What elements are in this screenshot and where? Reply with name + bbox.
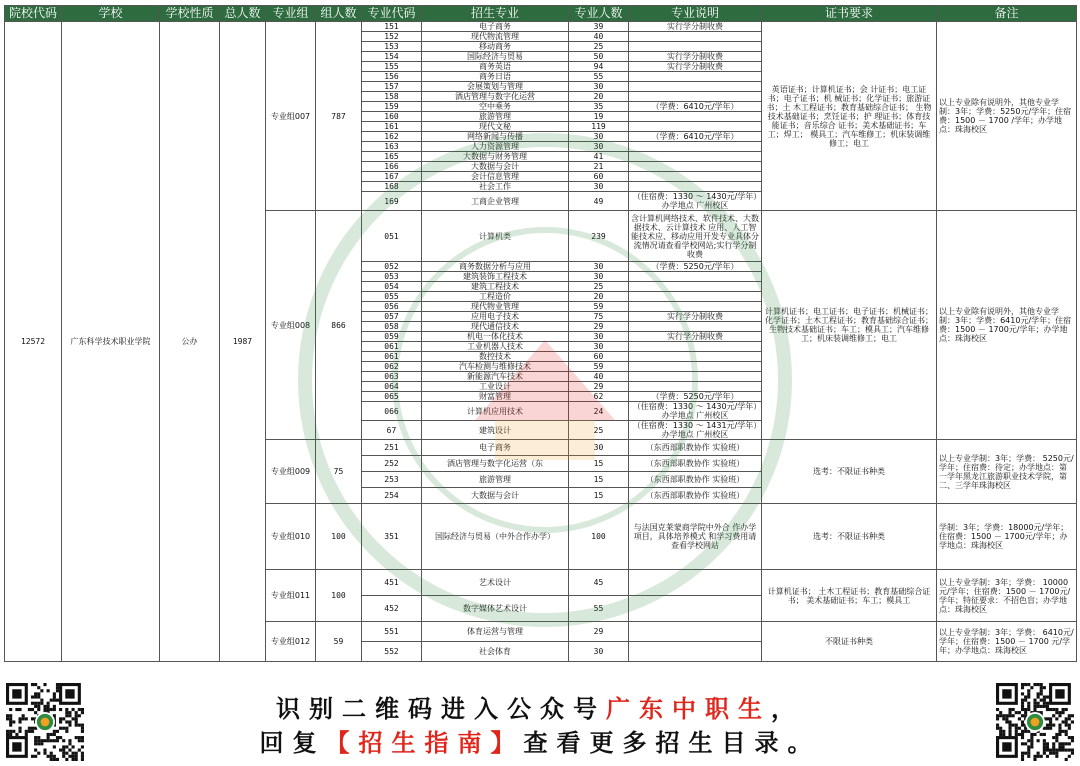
school-code-cell: 12572 bbox=[5, 22, 62, 662]
table-header-row bbox=[5, 6, 1077, 22]
major-count-cell: 119 bbox=[569, 122, 629, 132]
major-desc-cell bbox=[629, 122, 762, 132]
major-code-cell: 061 bbox=[362, 352, 422, 362]
table-row bbox=[5, 22, 1077, 32]
major-desc-cell bbox=[629, 642, 762, 662]
major-count-cell: 39 bbox=[569, 22, 629, 32]
major-count-cell: 40 bbox=[569, 32, 629, 42]
major-count-cell: 30 bbox=[569, 142, 629, 152]
major-name-cell: 空中乘务 bbox=[422, 102, 569, 112]
major-name-cell: 商务英语 bbox=[422, 62, 569, 72]
group-name-cell: 专业组007 bbox=[266, 22, 316, 211]
header-cell: 专业组 bbox=[266, 6, 316, 22]
cert-requirement-cell: 英语证书；计算机证书；会 计证书；电工证书；电子证书；机 械证书；化学证书；旅游证书；土 木工程证书；教育基础综合证书； 生物技术基础证书；烹饪证书；护 理证书；体育技能证书；音乐综合 证书；美术基础证书；车工；焊工； 模具工；汽车维修工；机床装调维修工；电工 bbox=[762, 22, 937, 211]
major-count-cell: 19 bbox=[569, 112, 629, 122]
major-code-cell: 552 bbox=[362, 642, 422, 662]
group-count-cell: 100 bbox=[316, 570, 362, 622]
major-count-cell: 15 bbox=[569, 456, 629, 472]
major-count-cell: 60 bbox=[569, 352, 629, 362]
major-count-cell: 30 bbox=[569, 262, 629, 272]
major-count-cell: 29 bbox=[569, 382, 629, 392]
major-desc-cell: （东西部职教协作 实验班） bbox=[629, 472, 762, 488]
major-count-cell: 35 bbox=[569, 102, 629, 112]
major-code-cell: 151 bbox=[362, 22, 422, 32]
major-count-cell: 55 bbox=[569, 596, 629, 622]
major-desc-cell bbox=[629, 172, 762, 182]
major-name-cell: 商务数据分析与应用 bbox=[422, 262, 569, 272]
major-count-cell: 25 bbox=[569, 42, 629, 52]
major-desc-cell bbox=[629, 152, 762, 162]
admission-table-container bbox=[4, 5, 1076, 662]
major-desc-cell: （学费：6410元/学年） bbox=[629, 132, 762, 142]
group-count-cell: 59 bbox=[316, 622, 362, 662]
major-code-cell: 066 bbox=[362, 402, 422, 421]
major-count-cell: 41 bbox=[569, 152, 629, 162]
school-name-cell: 广东科学技术职业学院 bbox=[62, 22, 160, 662]
major-count-cell: 21 bbox=[569, 162, 629, 172]
major-name-cell: 酒店管理与数字化运营（东 bbox=[422, 456, 569, 472]
group-name-cell: 专业组012 bbox=[266, 622, 316, 662]
major-code-cell: 162 bbox=[362, 132, 422, 142]
major-code-cell: 254 bbox=[362, 488, 422, 504]
major-desc-cell bbox=[629, 352, 762, 362]
major-code-cell: 351 bbox=[362, 504, 422, 570]
header-cell: 专业说明 bbox=[629, 6, 762, 22]
major-count-cell: 29 bbox=[569, 322, 629, 332]
header-cell: 备注 bbox=[937, 6, 1077, 22]
major-code-cell: 058 bbox=[362, 322, 422, 332]
major-code-cell: 152 bbox=[362, 32, 422, 42]
major-desc-cell: （学费：5250元/学年） bbox=[629, 392, 762, 402]
major-name-cell: 旅游管理 bbox=[422, 112, 569, 122]
major-count-cell: 59 bbox=[569, 362, 629, 372]
footer-line-2-end: 查看更多招生目录。 bbox=[523, 728, 821, 757]
school-total-cell: 1987 bbox=[220, 22, 266, 662]
major-code-cell: 057 bbox=[362, 312, 422, 322]
major-desc-cell bbox=[629, 282, 762, 292]
major-code-cell: 452 bbox=[362, 596, 422, 622]
major-name-cell: 移动商务 bbox=[422, 42, 569, 52]
major-count-cell: 30 bbox=[569, 342, 629, 352]
major-name-cell: 数控技术 bbox=[422, 352, 569, 362]
major-code-cell: 158 bbox=[362, 92, 422, 102]
footer-line-2 bbox=[0, 723, 1080, 758]
major-desc-cell bbox=[629, 92, 762, 102]
major-count-cell: 20 bbox=[569, 92, 629, 102]
header-cell: 专业人数 bbox=[569, 6, 629, 22]
major-name-cell: 计算机类 bbox=[422, 211, 569, 262]
major-desc-cell bbox=[629, 112, 762, 122]
major-code-cell: 052 bbox=[362, 262, 422, 272]
major-desc-cell: （东西部职教协作 实验班） bbox=[629, 488, 762, 504]
header-cell: 学校性质 bbox=[160, 6, 220, 22]
major-name-cell: 电子商务 bbox=[422, 22, 569, 32]
header-cell: 组人数 bbox=[316, 6, 362, 22]
major-name-cell: 国际经济与贸易（中外合作办学） bbox=[422, 504, 569, 570]
major-code-cell: 051 bbox=[362, 211, 422, 262]
major-name-cell: 会计信息管理 bbox=[422, 172, 569, 182]
major-count-cell: 55 bbox=[569, 72, 629, 82]
major-code-cell: 161 bbox=[362, 122, 422, 132]
major-name-cell: 艺术设计 bbox=[422, 570, 569, 596]
major-code-cell: 061 bbox=[362, 342, 422, 352]
major-code-cell: 064 bbox=[362, 382, 422, 392]
major-count-cell: 30 bbox=[569, 440, 629, 456]
major-desc-cell: （住宿费：1330 ～ 1430元/学年）办学地点 广州校区 bbox=[629, 192, 762, 211]
major-count-cell: 75 bbox=[569, 312, 629, 322]
major-name-cell: 现代物流管理 bbox=[422, 32, 569, 42]
major-count-cell: 45 bbox=[569, 570, 629, 596]
major-count-cell: 40 bbox=[569, 372, 629, 382]
remark-cell: 以上专业学制：3年；学费： 5250元/学年；住宿费：待定；办学地点：第一学年黑龙江旅游职业技术学院，第二、三学年珠海校区 bbox=[937, 440, 1077, 504]
reply-keyword: 【招生指南】 bbox=[325, 728, 524, 757]
major-name-cell: 国际经济与贸易 bbox=[422, 52, 569, 62]
major-name-cell: 工业设计 bbox=[422, 382, 569, 392]
major-count-cell: 239 bbox=[569, 211, 629, 262]
major-count-cell: 25 bbox=[569, 282, 629, 292]
group-name-cell: 专业组011 bbox=[266, 570, 316, 622]
cert-requirement-cell: 选考：不限证书种类 bbox=[762, 440, 937, 504]
major-desc-cell bbox=[629, 302, 762, 312]
major-desc-cell: （东西部职教协作 实验班） bbox=[629, 440, 762, 456]
major-name-cell: 社会工作 bbox=[422, 182, 569, 192]
major-desc-cell: （学费：5250元/学年） bbox=[629, 262, 762, 272]
major-name-cell: 现代物业管理 bbox=[422, 302, 569, 312]
major-count-cell: 15 bbox=[569, 472, 629, 488]
major-code-cell: 154 bbox=[362, 52, 422, 62]
major-desc-cell bbox=[629, 622, 762, 642]
major-name-cell: 工业机器人技术 bbox=[422, 342, 569, 352]
cert-requirement-cell: 计算机证书； 土木工程证书；教育基础综合证书； 美术基础证书；车工；模具工 bbox=[762, 570, 937, 622]
major-desc-cell: （住宿费：1330 ～ 1431元/学年）办学地点 广州校区 bbox=[629, 421, 762, 440]
major-desc-cell: （东西部职教协作 实验班） bbox=[629, 456, 762, 472]
major-code-cell: 165 bbox=[362, 152, 422, 162]
cert-requirement-cell: 选考：不限证书种类 bbox=[762, 504, 937, 570]
footer-line-1-comma: ， bbox=[771, 694, 804, 723]
wechat-account-name: 广东中职生 bbox=[606, 694, 771, 723]
footer-line-1 bbox=[0, 689, 1080, 724]
major-count-cell: 49 bbox=[569, 192, 629, 211]
major-code-cell: 166 bbox=[362, 162, 422, 172]
header-cell: 总人数 bbox=[220, 6, 266, 22]
major-name-cell: 工商企业管理 bbox=[422, 192, 569, 211]
major-code-cell: 054 bbox=[362, 282, 422, 292]
major-desc-cell bbox=[629, 372, 762, 382]
major-count-cell: 62 bbox=[569, 392, 629, 402]
major-code-cell: 157 bbox=[362, 82, 422, 92]
major-name-cell: 电子商务 bbox=[422, 440, 569, 456]
major-name-cell: 网络新闻与传播 bbox=[422, 132, 569, 142]
major-count-cell: 30 bbox=[569, 642, 629, 662]
major-name-cell: 计算机应用技术 bbox=[422, 402, 569, 421]
group-count-cell: 75 bbox=[316, 440, 362, 504]
major-code-cell: 156 bbox=[362, 72, 422, 82]
major-name-cell: 旅游管理 bbox=[422, 472, 569, 488]
major-desc-cell bbox=[629, 570, 762, 596]
major-desc-cell bbox=[629, 82, 762, 92]
major-desc-cell: 实行学分制收费 bbox=[629, 312, 762, 322]
major-code-cell: 159 bbox=[362, 102, 422, 112]
group-count-cell: 866 bbox=[316, 211, 362, 440]
major-code-cell: 153 bbox=[362, 42, 422, 52]
major-name-cell: 人力资源管理 bbox=[422, 142, 569, 152]
group-name-cell: 专业组009 bbox=[266, 440, 316, 504]
group-count-cell: 100 bbox=[316, 504, 362, 570]
major-code-cell: 163 bbox=[362, 142, 422, 152]
major-code-cell: 551 bbox=[362, 622, 422, 642]
major-code-cell: 065 bbox=[362, 392, 422, 402]
major-code-cell: 251 bbox=[362, 440, 422, 456]
major-name-cell: 机电一体化技术 bbox=[422, 332, 569, 342]
major-desc-cell bbox=[629, 182, 762, 192]
major-desc-cell: 与法国克莱蒙商学院中外合 作办学项目，具体培养模式 和学习费用请查看学校网站 bbox=[629, 504, 762, 570]
footer-line-1-text: 识别二维码进入公众号 bbox=[276, 694, 606, 723]
major-name-cell: 现代通信技术 bbox=[422, 322, 569, 332]
major-name-cell: 建筑装饰工程技术 bbox=[422, 272, 569, 282]
major-code-cell: 253 bbox=[362, 472, 422, 488]
major-desc-cell: 含计算机网络技术、软件技术、大数据技术、云计算技术 应用、人工智能技术应、移动应用开发专业具体分流情况请查看学校网站;实行学分制收费 bbox=[629, 211, 762, 262]
major-count-cell: 29 bbox=[569, 622, 629, 642]
group-name-cell: 专业组008 bbox=[266, 211, 316, 440]
header-cell: 院校代码 bbox=[5, 6, 62, 22]
major-count-cell: 30 bbox=[569, 82, 629, 92]
major-code-cell: 053 bbox=[362, 272, 422, 282]
major-name-cell: 社会体育 bbox=[422, 642, 569, 662]
major-count-cell: 20 bbox=[569, 292, 629, 302]
major-desc-cell: （住宿费：1330 ～ 1430元/学年）办学地点 广州校区 bbox=[629, 402, 762, 421]
major-code-cell: 160 bbox=[362, 112, 422, 122]
major-count-cell: 25 bbox=[569, 421, 629, 440]
group-count-cell: 787 bbox=[316, 22, 362, 211]
major-desc-cell bbox=[629, 382, 762, 392]
major-name-cell: 体育运营与管理 bbox=[422, 622, 569, 642]
major-count-cell: 30 bbox=[569, 182, 629, 192]
major-desc-cell: 实行学分制收费 bbox=[629, 52, 762, 62]
major-desc-cell bbox=[629, 32, 762, 42]
remark-cell: 以上专业学制：3年；学费： 6410元/学年；住宿费：1500 － 1700 元/学年；办学地点：珠海校区 bbox=[937, 622, 1077, 662]
major-code-cell: 67 bbox=[362, 421, 422, 440]
major-name-cell: 酒店管理与数字化运营 bbox=[422, 92, 569, 102]
major-count-cell: 30 bbox=[569, 132, 629, 142]
major-name-cell: 建筑工程技术 bbox=[422, 282, 569, 292]
major-desc-cell: （学费：6410元/学年） bbox=[629, 102, 762, 112]
major-name-cell: 大数据与会计 bbox=[422, 488, 569, 504]
footer-line-2-text: 回复 bbox=[259, 728, 326, 757]
major-name-cell: 建筑设计 bbox=[422, 421, 569, 440]
major-name-cell: 应用电子技术 bbox=[422, 312, 569, 322]
major-desc-cell bbox=[629, 292, 762, 302]
major-desc-cell: 实行学分制收费 bbox=[629, 22, 762, 32]
major-desc-cell bbox=[629, 362, 762, 372]
major-code-cell: 169 bbox=[362, 192, 422, 211]
header-cell: 证书要求 bbox=[762, 6, 937, 22]
cert-requirement-cell: 不限证书种类 bbox=[762, 622, 937, 662]
major-desc-cell bbox=[629, 342, 762, 352]
major-name-cell: 会展策划与管理 bbox=[422, 82, 569, 92]
major-name-cell: 汽车检测与维修技术 bbox=[422, 362, 569, 372]
major-name-cell: 大数据与财务管理 bbox=[422, 152, 569, 162]
major-code-cell: 168 bbox=[362, 182, 422, 192]
major-desc-cell bbox=[629, 322, 762, 332]
major-code-cell: 252 bbox=[362, 456, 422, 472]
major-count-cell: 100 bbox=[569, 504, 629, 570]
major-name-cell: 大数据与会计 bbox=[422, 162, 569, 172]
major-count-cell: 60 bbox=[569, 172, 629, 182]
major-code-cell: 062 bbox=[362, 362, 422, 372]
group-name-cell: 专业组010 bbox=[266, 504, 316, 570]
major-code-cell: 155 bbox=[362, 62, 422, 72]
cert-requirement-cell: 计算机证书；电工证书；电子证书；机械证书；化学证书；土木工程证书；教育基础综合证书；生物技术基础证书；车工；模具工；汽车维修工；机床装调维修工；电工 bbox=[762, 211, 937, 440]
header-cell: 招生专业 bbox=[422, 6, 569, 22]
major-desc-cell bbox=[629, 162, 762, 172]
major-code-cell: 167 bbox=[362, 172, 422, 182]
major-code-cell: 056 bbox=[362, 302, 422, 312]
header-cell: 专业代码 bbox=[362, 6, 422, 22]
admission-table bbox=[4, 5, 1077, 662]
major-name-cell: 新能源汽车技术 bbox=[422, 372, 569, 382]
major-desc-cell bbox=[629, 272, 762, 282]
footer-banner bbox=[0, 675, 1080, 766]
major-code-cell: 063 bbox=[362, 372, 422, 382]
remark-cell: 以上专业学制：3年；学费： 10000元/学年；住宿费：1500 － 1700元/学年；特征要求：不招色盲；办学地点：珠海校区 bbox=[937, 570, 1077, 622]
header-cell: 学校 bbox=[62, 6, 160, 22]
major-count-cell: 94 bbox=[569, 62, 629, 72]
major-desc-cell bbox=[629, 42, 762, 52]
school-type-cell: 公办 bbox=[160, 22, 220, 662]
major-name-cell: 财富管理 bbox=[422, 392, 569, 402]
remark-cell: 以上专业除有说明外，其他专业学制：3年；学费：6410元/学年；住宿费：1500 － 1700元/学年；办学地点：珠海校区 bbox=[937, 211, 1077, 440]
major-desc-cell: 实行学分制收费 bbox=[629, 62, 762, 72]
major-name-cell: 商务日语 bbox=[422, 72, 569, 82]
major-name-cell: 现代文秘 bbox=[422, 122, 569, 132]
remark-cell: 学制：3年；学费：18000元/学年；住宿费：1500 － 1700元/学年；办学地点：珠海校区 bbox=[937, 504, 1077, 570]
major-count-cell: 15 bbox=[569, 488, 629, 504]
major-name-cell: 工程造价 bbox=[422, 292, 569, 302]
major-code-cell: 055 bbox=[362, 292, 422, 302]
major-desc-cell bbox=[629, 142, 762, 152]
major-code-cell: 059 bbox=[362, 332, 422, 342]
major-count-cell: 30 bbox=[569, 272, 629, 282]
major-name-cell: 数字媒体艺术设计 bbox=[422, 596, 569, 622]
major-count-cell: 30 bbox=[569, 332, 629, 342]
major-desc-cell bbox=[629, 596, 762, 622]
major-code-cell: 451 bbox=[362, 570, 422, 596]
major-desc-cell bbox=[629, 72, 762, 82]
remark-cell: 以上专业除有说明外，其他专业学制：3年；学费：5250元/学年；住宿费：1500 － 1700 /学年；办学地点：珠海校区 bbox=[937, 22, 1077, 211]
major-count-cell: 50 bbox=[569, 52, 629, 62]
major-desc-cell: 实行学分制收费 bbox=[629, 332, 762, 342]
major-count-cell: 24 bbox=[569, 402, 629, 421]
major-count-cell: 59 bbox=[569, 302, 629, 312]
